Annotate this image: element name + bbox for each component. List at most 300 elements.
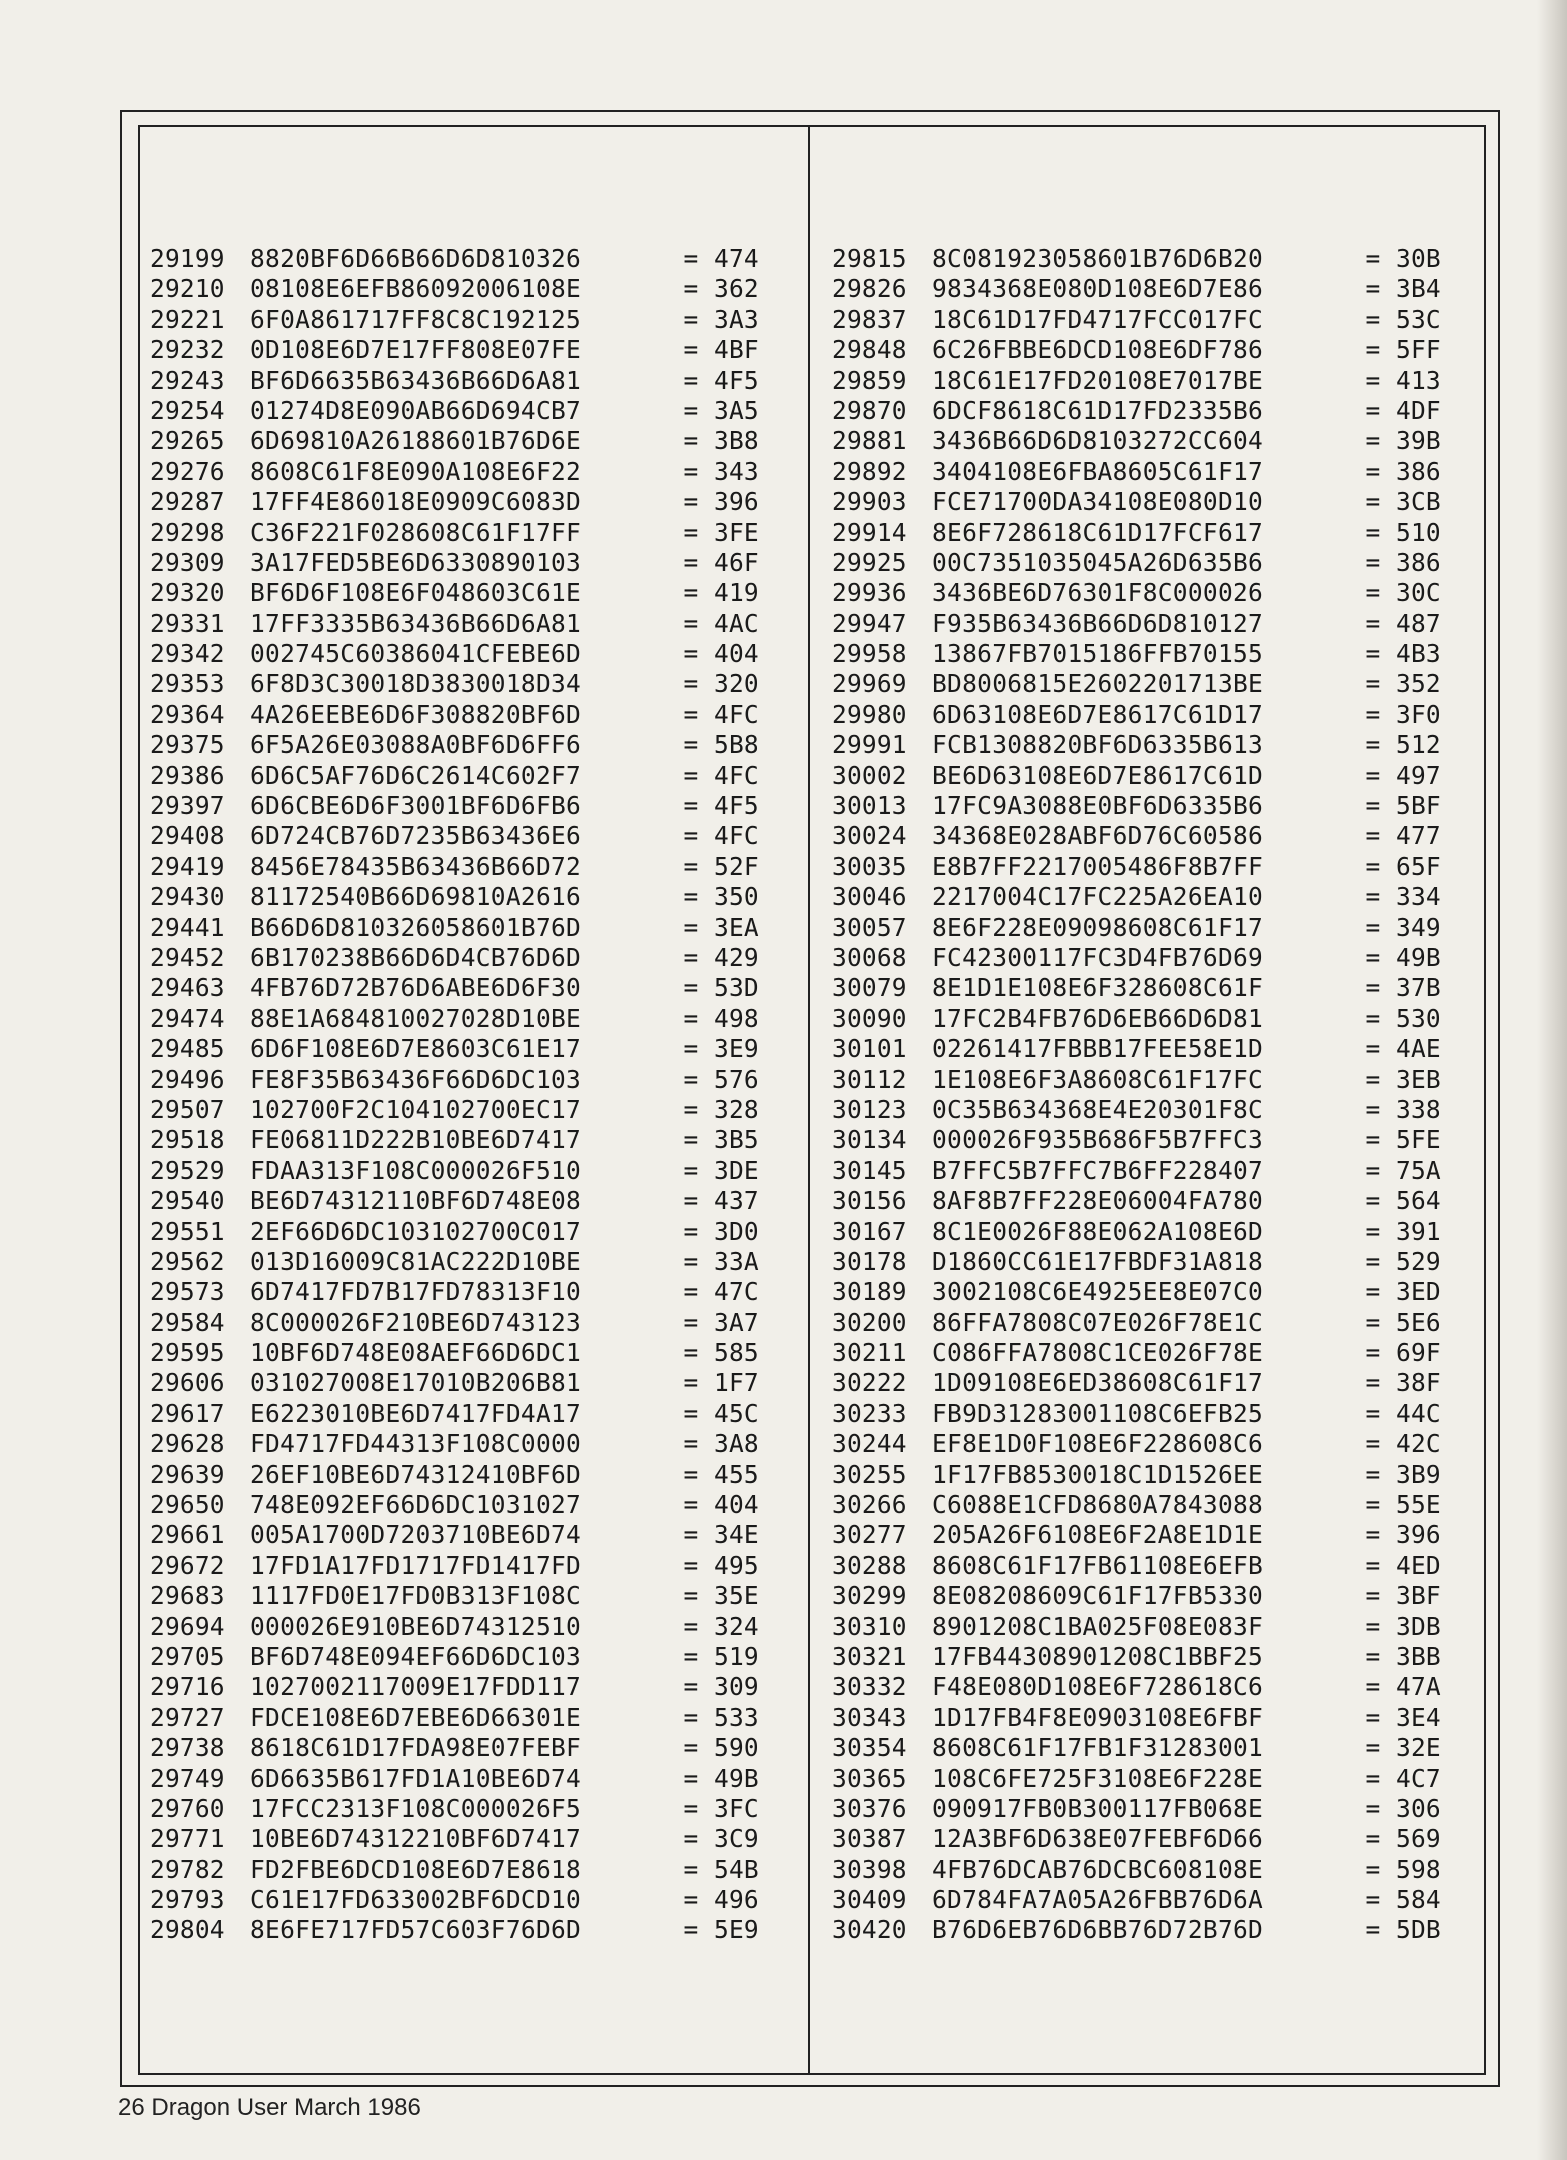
listing-line: [150, 1399, 800, 1429]
hex-data: 8820BF6D66B66D6D810326: [250, 244, 582, 273]
listing-line: [832, 1095, 1452, 1125]
listing-line: [832, 821, 1452, 851]
hex-data: EF8E1D0F108E6F228608C6: [932, 1429, 1264, 1459]
checksum: 306: [1396, 1793, 1441, 1823]
listing-line: [832, 457, 1452, 487]
hex-data: 18C61E17FD20108E7017BE: [932, 365, 1264, 395]
listing-line: [832, 700, 1452, 730]
equals-sign: =: [683, 942, 699, 972]
checksum: 3EB: [1396, 1064, 1441, 1094]
line-number: 30112: [832, 1064, 907, 1094]
checksum: 530: [1396, 1003, 1441, 1033]
hex-data: 1117FD0E17FD0B313F108C: [250, 1581, 582, 1611]
hex-data: 013D16009C81AC222D10BE: [250, 1246, 582, 1276]
hex-data: 6C26FBBE6DCD108E6DF786: [932, 335, 1264, 365]
listing-line: [150, 1247, 800, 1277]
line-number: 29309: [150, 547, 225, 577]
listing-line: [832, 1338, 1452, 1368]
listing-line: [832, 1581, 1452, 1611]
checksum: 5FF: [1396, 335, 1441, 365]
equals-sign: =: [683, 1307, 699, 1337]
hex-data: E6223010BE6D7417FD4A17: [250, 1398, 582, 1428]
hex-data: BF6D748E094EF66D6DC103: [250, 1641, 582, 1671]
equals-sign: =: [1365, 699, 1381, 729]
listing-line: [150, 487, 800, 517]
checksum: 53D: [714, 973, 759, 1003]
hex-data: 00C7351035045A26D635B6: [932, 547, 1264, 577]
equals-sign: =: [1365, 1338, 1381, 1368]
equals-sign: =: [683, 1368, 699, 1398]
checksum: 4AC: [714, 608, 759, 638]
line-number: 30013: [832, 791, 907, 821]
line-number: 29474: [150, 1003, 225, 1033]
hex-data: 8C081923058601B76D6B20: [932, 244, 1264, 273]
equals-sign: =: [1365, 1277, 1381, 1307]
line-number: 30068: [832, 942, 907, 972]
hex-data: 8608C61F8E090A108E6F22: [250, 456, 582, 486]
listing-line: [832, 1733, 1452, 1763]
equals-sign: =: [1365, 730, 1381, 760]
line-number: 30145: [832, 1155, 907, 1185]
line-number: 30354: [832, 1733, 907, 1763]
listing-line: [150, 943, 800, 973]
listing-line: [150, 518, 800, 548]
listing-line: [832, 882, 1452, 912]
checksum: 39B: [1396, 426, 1441, 456]
hex-data: B66D6D810326058601B76D: [250, 912, 582, 942]
listing-column-right: [832, 244, 1452, 1946]
hex-data: FD2FBE6DCD108E6D7E8618: [250, 1854, 582, 1884]
equals-sign: =: [683, 973, 699, 1003]
equals-sign: =: [1365, 304, 1381, 334]
checksum: 3A7: [714, 1307, 759, 1337]
hex-data: 1D17FB4F8E0903108E6FBF: [932, 1702, 1264, 1732]
listing-line: [832, 1520, 1452, 1550]
listing-line: [832, 730, 1452, 760]
checksum: 309: [714, 1672, 759, 1702]
hex-data: 8E08208609C61F17FB5330: [932, 1581, 1264, 1611]
hex-data: 01274D8E090AB66D694CB7: [250, 395, 582, 425]
line-number: 29606: [150, 1368, 225, 1398]
hex-data: 3436BE6D76301F8C000026: [932, 578, 1264, 608]
hex-data: 6D69810A26188601B76D6E: [250, 426, 582, 456]
checksum: 5E6: [1396, 1307, 1441, 1337]
hex-data: 6F0A861717FF8C8C192125: [250, 304, 582, 334]
checksum: 590: [714, 1733, 759, 1763]
line-number: 29749: [150, 1763, 225, 1793]
hex-data: FCB1308820BF6D6335B613: [932, 730, 1264, 760]
hex-data: 3436B66D6D8103272CC604: [932, 426, 1264, 456]
equals-sign: =: [683, 335, 699, 365]
equals-sign: =: [1365, 426, 1381, 456]
hex-data: 8618C61D17FDA98E07FEBF: [250, 1733, 582, 1763]
checksum: 3DB: [1396, 1611, 1441, 1641]
page-footer: 26 Dragon User March 1986: [118, 2094, 421, 2121]
line-number: 29727: [150, 1702, 225, 1732]
checksum: 3E9: [714, 1034, 759, 1064]
hex-data: 1027002117009E17FDD117: [250, 1672, 582, 1702]
checksum: 512: [1396, 730, 1441, 760]
checksum: 44C: [1396, 1398, 1441, 1428]
listing-line: [832, 1277, 1452, 1307]
equals-sign: =: [683, 304, 699, 334]
line-number: 29210: [150, 274, 225, 304]
equals-sign: =: [683, 1186, 699, 1216]
equals-sign: =: [1365, 639, 1381, 669]
equals-sign: =: [1365, 760, 1381, 790]
checksum: 3EA: [714, 912, 759, 942]
equals-sign: =: [1365, 1003, 1381, 1033]
hex-data: 4FB76DCAB76DCBC608108E: [932, 1854, 1264, 1884]
line-number: 29793: [150, 1885, 225, 1915]
listing-line: [832, 1672, 1452, 1702]
line-number: 29562: [150, 1246, 225, 1276]
checksum: 3A8: [714, 1429, 759, 1459]
listing-line: [150, 1460, 800, 1490]
line-number: 30332: [832, 1672, 907, 1702]
listing-line: [150, 913, 800, 943]
hex-data: C36F221F028608C61F17FF: [250, 517, 582, 547]
equals-sign: =: [683, 1246, 699, 1276]
listing-line: [150, 578, 800, 608]
line-number: 29397: [150, 791, 225, 821]
checksum: 4F5: [714, 791, 759, 821]
listing-line: [832, 1399, 1452, 1429]
line-number: 29353: [150, 669, 225, 699]
listing-line: [832, 791, 1452, 821]
equals-sign: =: [683, 730, 699, 760]
listing-column-left: [150, 244, 800, 1946]
hex-data: 0D108E6D7E17FF808E07FE: [250, 335, 582, 365]
equals-sign: =: [683, 1885, 699, 1915]
hex-data: FD4717FD44313F108C0000: [250, 1429, 582, 1459]
hex-data: 205A26F6108E6F2A8E1D1E: [932, 1520, 1264, 1550]
hex-data: 8608C61F17FB1F31283001: [932, 1733, 1264, 1763]
equals-sign: =: [683, 1824, 699, 1854]
equals-sign: =: [1365, 1490, 1381, 1520]
checksum: 4BF: [714, 335, 759, 365]
page-edge-shadow: [1537, 0, 1567, 2160]
hex-data: C086FFA7808C1CE026F78E: [932, 1338, 1264, 1368]
line-number: 29573: [150, 1277, 225, 1307]
checksum: 413: [1396, 365, 1441, 395]
hex-data: 3A17FED5BE6D6330890103: [250, 547, 582, 577]
listing-line: [832, 913, 1452, 943]
equals-sign: =: [683, 1611, 699, 1641]
checksum: 386: [1396, 456, 1441, 486]
line-number: 29276: [150, 456, 225, 486]
checksum: 495: [714, 1550, 759, 1580]
line-number: 29595: [150, 1338, 225, 1368]
equals-sign: =: [1365, 1611, 1381, 1641]
equals-sign: =: [683, 1641, 699, 1671]
listing-line: [150, 609, 800, 639]
listing-line: [832, 274, 1452, 304]
listing-line: [150, 1125, 800, 1155]
checksum: 5BF: [1396, 791, 1441, 821]
checksum: 598: [1396, 1854, 1441, 1884]
line-number: 29485: [150, 1034, 225, 1064]
hex-data: 9834368E080D108E6D7E86: [932, 274, 1264, 304]
equals-sign: =: [1365, 1307, 1381, 1337]
checksum: 349: [1396, 912, 1441, 942]
line-number: 29265: [150, 426, 225, 456]
listing-line: [832, 1794, 1452, 1824]
line-number: 30310: [832, 1611, 907, 1641]
equals-sign: =: [1365, 1064, 1381, 1094]
hex-data: FB9D31283001108C6EFB25: [932, 1398, 1264, 1428]
line-number: 29969: [832, 669, 907, 699]
checksum: 49B: [714, 1763, 759, 1793]
line-number: 30299: [832, 1581, 907, 1611]
hex-data: 002745C60386041CFEBE6D: [250, 639, 582, 669]
listing-line: [150, 548, 800, 578]
equals-sign: =: [683, 1490, 699, 1520]
checksum: 53C: [1396, 304, 1441, 334]
line-number: 30365: [832, 1763, 907, 1793]
listing-line: [150, 1642, 800, 1672]
checksum: 437: [714, 1186, 759, 1216]
line-number: 29243: [150, 365, 225, 395]
equals-sign: =: [683, 669, 699, 699]
hex-data: E8B7FF2217005486F8B7FF: [932, 851, 1264, 881]
line-number: 29298: [150, 517, 225, 547]
line-number: 30079: [832, 973, 907, 1003]
listing-line: [150, 973, 800, 1003]
checksum: 52F: [714, 851, 759, 881]
hex-data: B7FFC5B7FFC7B6FF228407: [932, 1155, 1264, 1185]
checksum: 4FC: [714, 699, 759, 729]
hex-data: 17FC9A3088E0BF6D6335B6: [932, 791, 1264, 821]
equals-sign: =: [1365, 791, 1381, 821]
listing-line: [150, 244, 800, 274]
hex-data: FDCE108E6D7EBE6D66301E: [250, 1702, 582, 1732]
equals-sign: =: [1365, 1520, 1381, 1550]
hex-data: BE6D74312110BF6D748E08: [250, 1186, 582, 1216]
equals-sign: =: [683, 791, 699, 821]
checksum: 4F5: [714, 365, 759, 395]
listing-line: [150, 852, 800, 882]
checksum: 38F: [1396, 1368, 1441, 1398]
checksum: 3BB: [1396, 1641, 1441, 1671]
equals-sign: =: [1365, 1094, 1381, 1124]
hex-data: 08108E6EFB86092006108E: [250, 274, 582, 304]
checksum: 3FC: [714, 1793, 759, 1823]
equals-sign: =: [1365, 1733, 1381, 1763]
equals-sign: =: [1365, 608, 1381, 638]
line-number: 29881: [832, 426, 907, 456]
checksum: 3DE: [714, 1155, 759, 1185]
equals-sign: =: [1365, 1672, 1381, 1702]
line-number: 29760: [150, 1793, 225, 1823]
line-number: 29683: [150, 1581, 225, 1611]
checksum: 343: [714, 456, 759, 486]
checksum: 564: [1396, 1186, 1441, 1216]
equals-sign: =: [683, 1064, 699, 1094]
hex-data: FC42300117FC3D4FB76D69: [932, 942, 1264, 972]
line-number: 30101: [832, 1034, 907, 1064]
checksum: 498: [714, 1003, 759, 1033]
checksum: 3FE: [714, 517, 759, 547]
listing-line: [150, 761, 800, 791]
listing-line: [832, 1004, 1452, 1034]
hex-data: 17FF3335B63436B66D6A81: [250, 608, 582, 638]
equals-sign: =: [683, 1550, 699, 1580]
checksum: 533: [714, 1702, 759, 1732]
hex-data: 8AF8B7FF228E06004FA780: [932, 1186, 1264, 1216]
hex-data: 1F17FB8530018C1D1526EE: [932, 1459, 1264, 1489]
checksum: 30C: [1396, 578, 1441, 608]
line-number: 30321: [832, 1641, 907, 1671]
equals-sign: =: [683, 274, 699, 304]
checksum: 69F: [1396, 1338, 1441, 1368]
listing-line: [150, 1277, 800, 1307]
line-number: 30189: [832, 1277, 907, 1307]
listing-line: [832, 1429, 1452, 1459]
checksum: 320: [714, 669, 759, 699]
equals-sign: =: [1365, 851, 1381, 881]
listing-line: [150, 1338, 800, 1368]
checksum: 34E: [714, 1520, 759, 1550]
line-number: 29991: [832, 730, 907, 760]
equals-sign: =: [683, 760, 699, 790]
hex-data: 031027008E17010B206B81: [250, 1368, 582, 1398]
listing-line: [150, 1764, 800, 1794]
listing-line: [150, 1156, 800, 1186]
line-number: 29859: [832, 365, 907, 395]
listing-line: [832, 1915, 1452, 1945]
checksum: 477: [1396, 821, 1441, 851]
line-number: 29540: [150, 1186, 225, 1216]
hex-data: 1E108E6F3A8608C61F17FC: [932, 1064, 1264, 1094]
equals-sign: =: [683, 1216, 699, 1246]
line-number: 29221: [150, 304, 225, 334]
listing-line: [150, 1368, 800, 1398]
checksum: 396: [1396, 1520, 1441, 1550]
line-number: 29463: [150, 973, 225, 1003]
checksum: 362: [714, 274, 759, 304]
line-number: 29507: [150, 1094, 225, 1124]
listing-line: [832, 578, 1452, 608]
equals-sign: =: [1365, 1854, 1381, 1884]
listing-line: [832, 366, 1452, 396]
line-number: 30178: [832, 1246, 907, 1276]
line-number: 30057: [832, 912, 907, 942]
equals-sign: =: [683, 1429, 699, 1459]
hex-data: FCE71700DA34108E080D10: [932, 487, 1264, 517]
equals-sign: =: [683, 456, 699, 486]
listing-line: [832, 396, 1452, 426]
line-number: 30277: [832, 1520, 907, 1550]
listing-line: [150, 639, 800, 669]
equals-sign: =: [683, 882, 699, 912]
checksum: 404: [714, 639, 759, 669]
line-number: 29342: [150, 639, 225, 669]
equals-sign: =: [1365, 1216, 1381, 1246]
hex-data: 8456E78435B63436B66D72: [250, 851, 582, 881]
checksum: 5FE: [1396, 1125, 1441, 1155]
line-number: 30134: [832, 1125, 907, 1155]
equals-sign: =: [1365, 365, 1381, 395]
hex-data: 000026E910BE6D74312510: [250, 1611, 582, 1641]
hex-data: 6D63108E6D7E8617C61D17: [932, 699, 1264, 729]
listing-line: [832, 487, 1452, 517]
equals-sign: =: [683, 1793, 699, 1823]
line-number: 29496: [150, 1064, 225, 1094]
checksum: 54B: [714, 1854, 759, 1884]
listing-line: [150, 669, 800, 699]
checksum: 4FC: [714, 821, 759, 851]
checksum: 386: [1396, 547, 1441, 577]
line-number: 30233: [832, 1398, 907, 1428]
equals-sign: =: [1365, 1915, 1381, 1945]
checksum: 47C: [714, 1277, 759, 1307]
hex-data: 17FB44308901208C1BBF25: [932, 1641, 1264, 1671]
checksum: 32E: [1396, 1733, 1441, 1763]
line-number: 30222: [832, 1368, 907, 1398]
line-number: 30024: [832, 821, 907, 851]
equals-sign: =: [683, 1854, 699, 1884]
line-number: 29903: [832, 487, 907, 517]
checksum: 455: [714, 1459, 759, 1489]
equals-sign: =: [1365, 487, 1381, 517]
checksum: 576: [714, 1064, 759, 1094]
listing-line: [150, 1217, 800, 1247]
checksum: 350: [714, 882, 759, 912]
checksum: 3B8: [714, 426, 759, 456]
checksum: 352: [1396, 669, 1441, 699]
equals-sign: =: [683, 1155, 699, 1185]
checksum: 49B: [1396, 942, 1441, 972]
hex-data: FDAA313F108C000026F510: [250, 1155, 582, 1185]
hex-data: 34368E028ABF6D76C60586: [932, 821, 1264, 851]
line-number: 29672: [150, 1550, 225, 1580]
equals-sign: =: [1365, 821, 1381, 851]
hex-data: 6D6C5AF76D6C2614C602F7: [250, 760, 582, 790]
hex-data: 8E6F228E09098608C61F17: [932, 912, 1264, 942]
hex-data: 005A1700D7203710BE6D74: [250, 1520, 582, 1550]
hex-data: D1860CC61E17FBDF31A818: [932, 1246, 1264, 1276]
equals-sign: =: [683, 639, 699, 669]
hex-data: 8E6FE717FD57C603F76D6D: [250, 1915, 582, 1945]
equals-sign: =: [683, 851, 699, 881]
equals-sign: =: [1365, 578, 1381, 608]
checksum: 4FC: [714, 760, 759, 790]
listing-line: [150, 457, 800, 487]
equals-sign: =: [683, 821, 699, 851]
listing-line: [150, 1520, 800, 1550]
listing-line: [832, 426, 1452, 456]
equals-sign: =: [683, 1733, 699, 1763]
line-number: 30244: [832, 1429, 907, 1459]
listing-line: [150, 1733, 800, 1763]
hex-data: 748E092EF66D6DC1031027: [250, 1490, 582, 1520]
listing-line: [150, 335, 800, 365]
equals-sign: =: [1365, 456, 1381, 486]
line-number: 29331: [150, 608, 225, 638]
hex-data: C61E17FD633002BF6DCD10: [250, 1885, 582, 1915]
hex-data: 8E1D1E108E6F328608C61F: [932, 973, 1264, 1003]
listing-line: [150, 1065, 800, 1095]
listing-line: [150, 305, 800, 335]
checksum: 474: [714, 244, 759, 273]
hex-data: 090917FB0B300117FB068E: [932, 1793, 1264, 1823]
checksum: 30B: [1396, 244, 1441, 273]
listing-line: [832, 761, 1452, 791]
hex-data: 10BE6D74312210BF6D7417: [250, 1824, 582, 1854]
hex-data: F48E080D108E6F728618C6: [932, 1672, 1264, 1702]
equals-sign: =: [1365, 274, 1381, 304]
